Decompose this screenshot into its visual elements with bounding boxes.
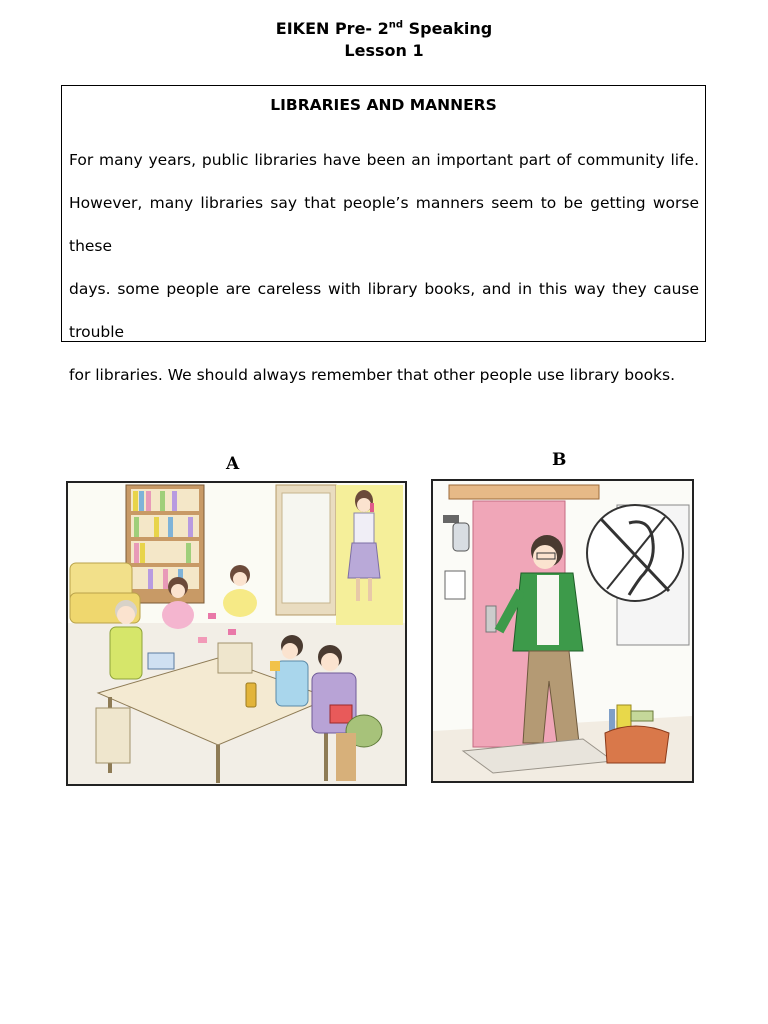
passage-line: However, many libraries say that people’s manners seem to be getting worse these [69,194,699,255]
lesson-label: Lesson 1 [344,41,424,60]
picture-a-library-scene [66,481,407,786]
crossed-out-ear-icon [587,505,683,601]
picture-b-doorway-scene [431,479,694,783]
picture-b-label: B [552,450,567,470]
passage-line: For many years, public libraries have been an important part of community life. [69,151,699,169]
worksheet-title: EIKEN Pre- 2nd Speaking [275,19,493,38]
passage-title: LIBRARIES AND MANNERS [270,96,497,114]
passage-box [61,85,706,384]
bookshelf-illustration [126,485,204,603]
picture-a-label: A [226,454,240,474]
passage-line: for libraries. We should always remember that other people use library books. [69,366,676,384]
passage-line: days. some people are careless with library books, and in this way they cause trouble [69,280,699,341]
passage-body [69,139,699,397]
worksheet-header [0,18,768,62]
